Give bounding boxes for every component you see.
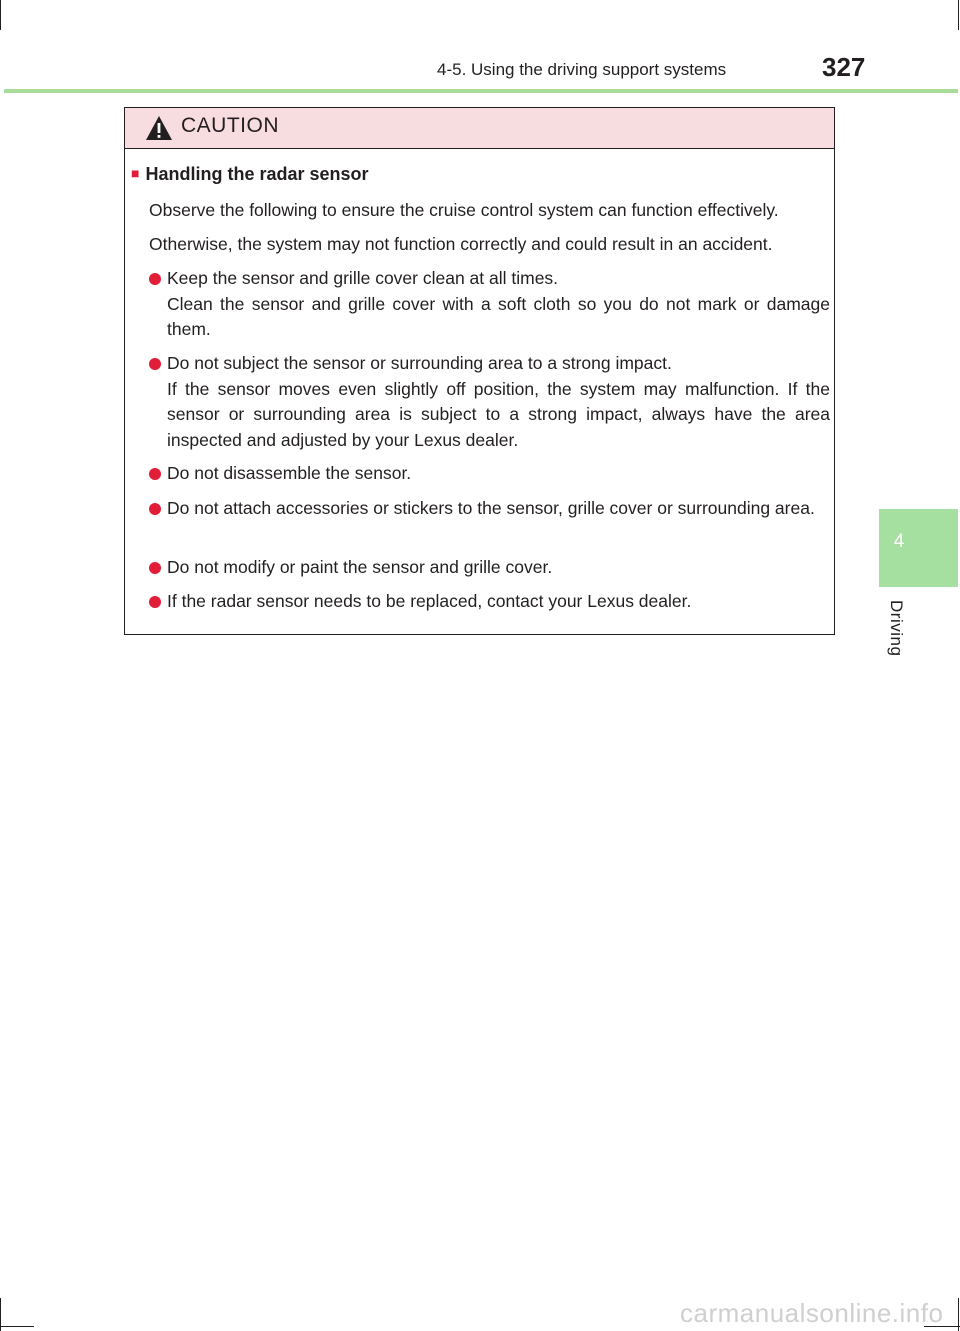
bullet-lead: If the radar sensor needs to be replaced, contact your Lexus dealer. (167, 591, 692, 611)
page-number: 327 (822, 52, 866, 82)
bullet-dot-icon (149, 468, 161, 480)
bullet-item (149, 496, 830, 522)
bullet-text (167, 351, 830, 453)
bullet-dot-icon (149, 596, 161, 608)
bullet-lead: Do not subject the sensor or surrounding area to a strong impact. (167, 353, 672, 373)
bullet-dot-icon (149, 273, 161, 285)
chapter-tab (879, 509, 958, 587)
bullet-dot-icon (149, 503, 161, 515)
bullet-item (149, 266, 830, 343)
crop-mark (0, 1326, 34, 1327)
bullet-lead: Do not attach accessories or stickers to the sensor, grille cover or surrounding area. (167, 498, 815, 518)
caution-header (125, 108, 834, 149)
warning-triangle-icon (145, 115, 173, 141)
bullet-dot-icon (149, 358, 161, 370)
bullet-dot-icon (149, 562, 161, 574)
bullet-lead: Do not modify or paint the sensor and grille cover. (167, 557, 553, 577)
intro-paragraph: Observe the following to ensure the cruise control system can function effectively. (149, 200, 779, 220)
crop-mark (958, 0, 959, 30)
bullet-item (149, 589, 830, 615)
section-title-text: Handling the radar sensor (145, 164, 369, 184)
watermark: carmanualsonline.info (680, 1298, 944, 1328)
bullet-item (149, 555, 830, 581)
chapter-number: 4 (893, 531, 905, 552)
bullet-item (149, 461, 830, 487)
bullet-lead: Do not disassemble the sensor. (167, 463, 412, 483)
crop-mark (0, 0, 1, 30)
chapter-label: Driving (887, 600, 906, 657)
square-marker-icon: ■ (131, 165, 140, 181)
bullet-text (167, 266, 830, 343)
bullet-detail: Clean the sensor and grille cover with a soft cloth so you do not mark or damage them. (167, 293, 830, 339)
caution-title: CAUTION (181, 114, 279, 137)
bullet-lead: Keep the sensor and grille cover clean at all times. (167, 268, 559, 288)
bullet-detail: If the sensor moves even slightly off position, the system may malfunction. If the sensor or surrounding area is subject to a strong impact, always have the area inspected and adjusted by your Lexus dealer. (167, 378, 830, 450)
intro-paragraph: Otherwise, the system may not function correctly and could result in an accident. (149, 234, 773, 254)
header-rule (4, 89, 958, 93)
caution-box (124, 107, 835, 635)
running-header: 4-5. Using the driving support systems (437, 60, 727, 79)
section-title (131, 164, 369, 185)
bullet-item (149, 351, 830, 453)
